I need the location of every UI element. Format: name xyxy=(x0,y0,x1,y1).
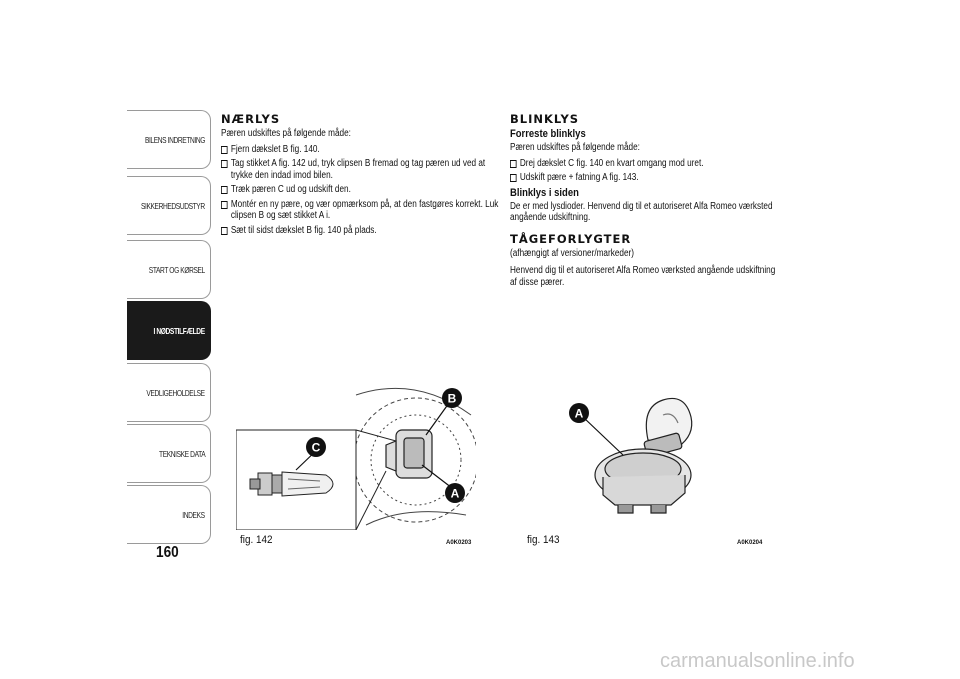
figure-143-illustration xyxy=(523,375,763,530)
label-a: A xyxy=(450,486,460,501)
label-c: C xyxy=(311,440,321,455)
right-column xyxy=(510,112,780,292)
tab-i-nodstilfaelde[interactable] xyxy=(127,301,211,360)
intro-text: Pæren udskiftes på følgende måde: xyxy=(221,128,351,139)
tab-label: SIKKERHEDSUDSTYR xyxy=(141,200,205,211)
list-item: Sæt til sidst dækslet B fig. 140 på plads. xyxy=(221,225,501,237)
note-text: (afhængigt af versioner/markeder) xyxy=(510,247,634,259)
list-item: Træk pæren C ud og udskift den. xyxy=(221,184,501,196)
checkbox-bullet-icon xyxy=(221,146,228,154)
body-text: De er med lysdioder. Henvend dig til et autoriseret Alfa Romeo værksted angående udskiftning. xyxy=(510,200,773,223)
watermark: carmanualsonline.info xyxy=(660,650,855,672)
tab-bilens-indretning[interactable] xyxy=(127,110,211,169)
checkbox-bullet-icon xyxy=(510,160,517,168)
checkbox-bullet-icon xyxy=(221,160,228,168)
section-heading: TÅGEFORLYGTER xyxy=(510,231,632,246)
tab-vedligeholdelse[interactable] xyxy=(127,363,211,422)
list-item: Udskift pære + fatning A fig. 143. xyxy=(510,172,790,184)
list-item: Tag stikket A fig. 142 ud, tryk clipsen B fremad og tag pæren ud ved at trykke den indad imod bilen. xyxy=(221,158,501,181)
section-heading: NÆRLYS xyxy=(221,112,281,126)
headlamp-bulb-drawing xyxy=(236,375,476,530)
page-number: 160 xyxy=(156,544,179,561)
label-b: B xyxy=(447,391,457,406)
tab-label: I NØDSTILFÆLDE xyxy=(153,325,205,336)
label-a: A xyxy=(574,406,584,421)
checkbox-bullet-icon xyxy=(221,201,228,209)
checkbox-bullet-icon xyxy=(221,186,228,194)
checkbox-bullet-icon xyxy=(510,174,517,182)
tab-label: TEKNISKE DATA xyxy=(158,448,205,459)
tab-label: VEDLIGEHOLDELSE xyxy=(146,387,205,398)
figure-code: A0K0204 xyxy=(737,540,763,546)
intro-text: Pæren udskiftes på følgende måde: xyxy=(510,142,640,153)
tab-label: INDEKS xyxy=(182,509,205,520)
figure-code: A0K0203 xyxy=(446,540,472,546)
list-item: Fjern dækslet B fig. 140. xyxy=(221,144,501,156)
figure-caption: fig. 143 xyxy=(527,534,560,546)
subheading: Forreste blinklys xyxy=(510,128,586,140)
figure-142-illustration xyxy=(236,375,476,530)
tab-label: START OG KØRSEL xyxy=(148,264,205,275)
list-item: Montér en ny pære, og vær opmærksom på, at den fastgøres korrekt. Luk clipsen B og sæt stikket A i. xyxy=(221,199,501,222)
tab-indeks[interactable] xyxy=(127,485,211,544)
tab-sikkerhedsudstyr[interactable] xyxy=(127,176,211,235)
figure-caption: fig. 142 xyxy=(240,534,273,546)
tab-tekniske-data[interactable] xyxy=(127,424,211,483)
section-heading: BLINKLYS xyxy=(510,112,580,126)
subheading: Blinklys i siden xyxy=(510,186,579,199)
body-text: Henvend dig til et autoriseret Alfa Romeo værksted angående udskiftning af disse pærer. xyxy=(510,265,776,288)
tab-label: BILENS INDRETNING xyxy=(144,134,205,145)
list-item: Drej dækslet C fig. 140 en kvart omgang mod uret. xyxy=(510,158,790,170)
tab-start-og-korsel[interactable] xyxy=(127,240,211,299)
checkbox-bullet-icon xyxy=(221,227,228,235)
turn-signal-bulb-drawing xyxy=(523,375,763,530)
left-column xyxy=(221,112,499,239)
